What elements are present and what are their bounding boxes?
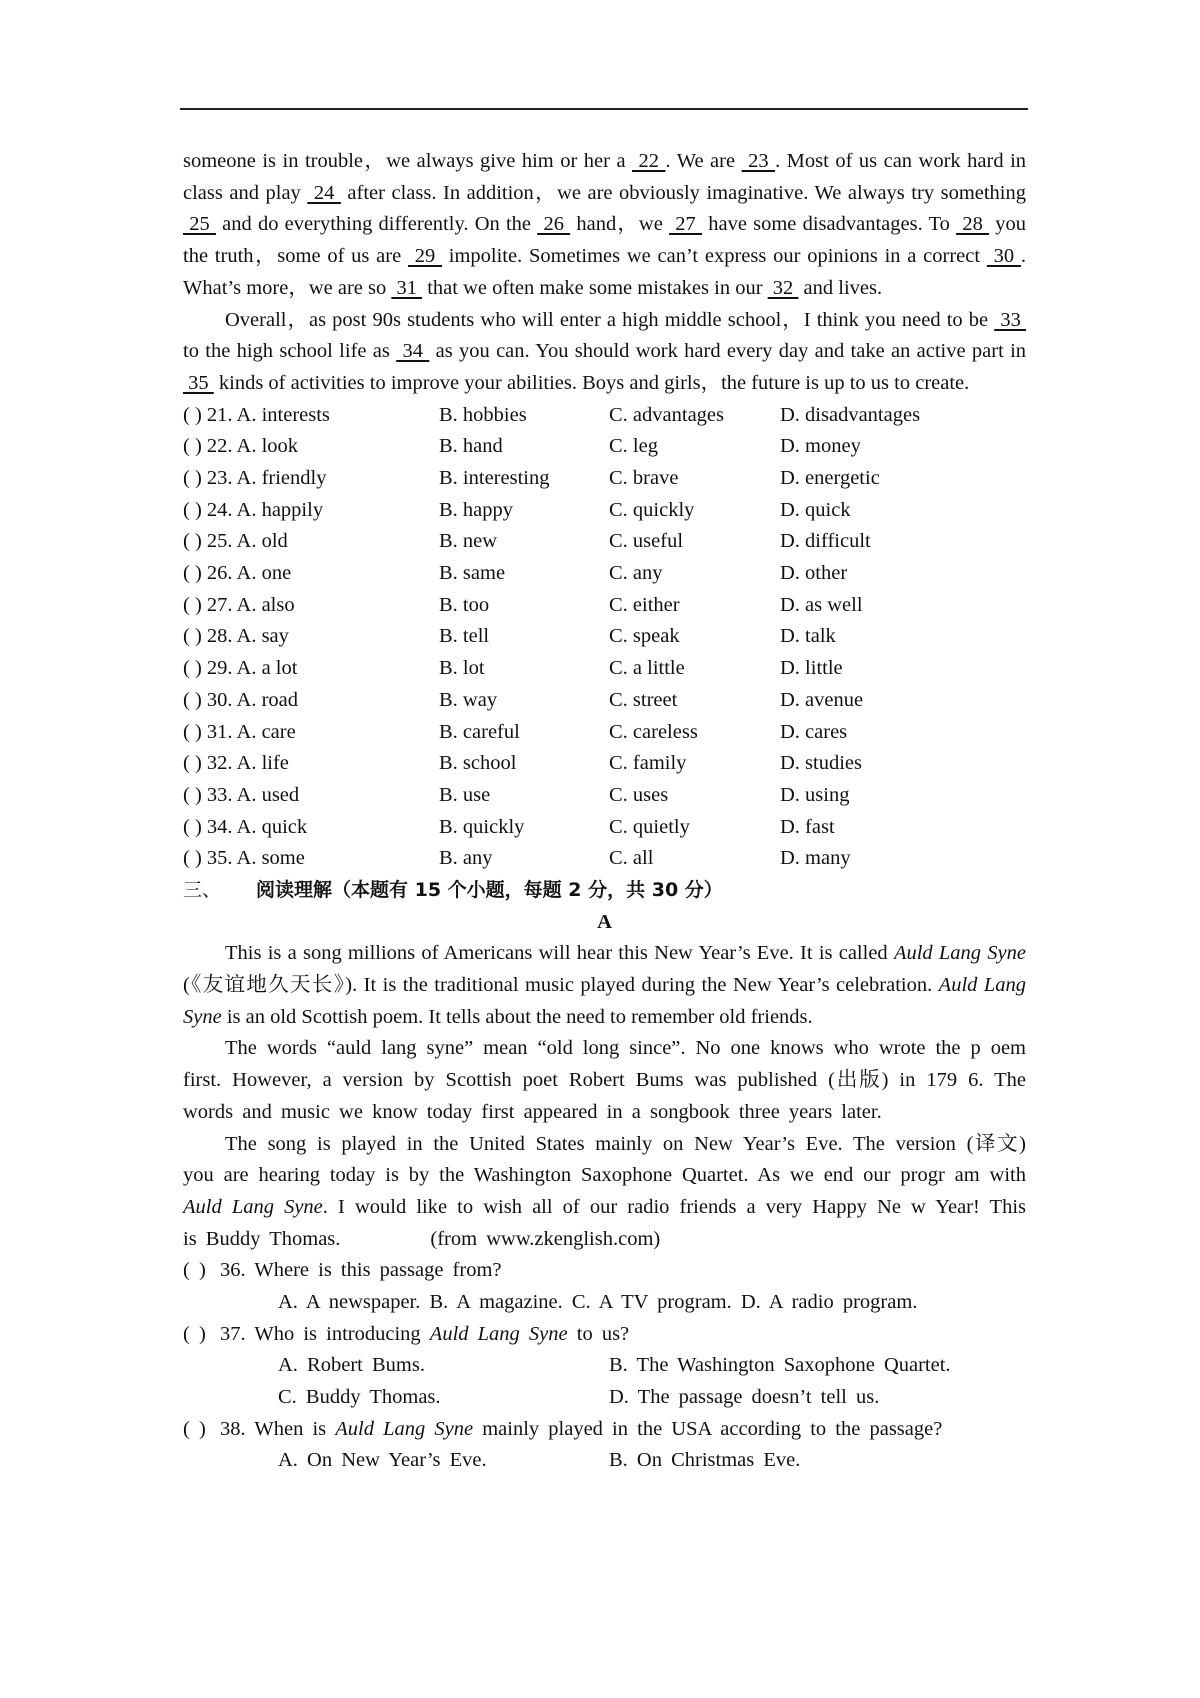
list-item: ( ) 23. A. friendly B. interesting C. brave D. energetic [183,467,880,489]
reading-paragraph-3: The song is played in the United States mainly on New Year’s Eve. The version (译文) you are hearing today is by the Washington Saxophone Quartet. As we end our progr am with Auld Lang Syne. I would like to wish all of our radio friends a very Happy Ne w Year! This is Buddy Thomas. (from www.zkenglish.com) [183,1132,1027,1250]
blank-22: 22 [632,150,666,172]
question-38-options-ab: A. On New Year’s Eve. B. On Christmas Eve. [278,1449,801,1472]
reading-paragraph-1: This is a song millions of Americans will hear this New Year’s Eve. It is called Auld Lang Syne (《友谊地久天长》). It is the traditional music played during the New Year’s celebration. Auld Lang Syne is an old Scottish poem. It tells about the need to remember old friends. [183,942,1026,1028]
list-item: ( ) 32. A. life B. school C. family D. studies [183,752,862,775]
list-item: ( ) 30. A. road B. way C. street D. avenue [183,688,864,711]
list-item: ( ) 24. A. happily B. happy C. quickly D. quick [183,498,851,521]
reading-paragraph-2: The words “auld lang syne” mean “old long since”. No one knows who wrote the p oem first. However, a version by Scottish poet Robert Bums was published (出版) in 179 6. The words and music we know today first appeared in a songbook three years later. [183,1037,1026,1123]
source-note: (from www.zkenglish.com) [430,1227,661,1250]
blank-25: 25 [183,213,216,236]
blank-29: 29 [407,245,442,268]
list-item: ( ) 25. A. old B. new C. useful D. difficult [183,530,871,553]
list-item: ( ) 22. A. look B. hand C. leg D. money [183,435,861,458]
list-item: ( ) 28. A. say B. tell C. speak D. talk [183,625,836,648]
cloze-options-list [183,400,1026,875]
question-37: ( ) 37. Who is introducing Auld Lang Syne to us? [183,1322,630,1345]
cloze-passage-paragraph-2: Overall，as post 90s students who will enter a high middle school，I think you need to be 33 to the high school life as 34 as you can. You should work hard every day and take an active part in 35 kinds of activities to improve your abilities. Boys and girls，the future is up to us to create. [183,308,1027,394]
list-item: ( ) 31. A. care B. careful C. careless D. cares [183,720,848,743]
blank-31: 31 [391,276,423,299]
page-content [183,146,1026,1477]
header-rule [180,108,1028,110]
blank-26: 26 [537,213,571,236]
blank-28: 28 [956,213,990,236]
blank-33: 33 [994,308,1026,331]
list-item: ( ) 33. A. used B. use C. uses D. using [183,783,850,806]
blank-35: 35 [183,371,214,394]
question-36-options: A. A newspaper. B. A magazine. C. A TV program. D. A radio program. [278,1291,918,1314]
list-item: ( ) 27. A. also B. too C. either D. as well [183,593,863,616]
part-label: A [597,910,612,933]
blank-27: 27 [669,213,702,236]
list-item: ( ) 26. A. one B. same C. any D. other [183,562,848,585]
blank-32: 32 [767,276,799,299]
question-38: ( ) 38. When is Auld Lang Syne mainly played in the USA according to the passage? [183,1417,943,1440]
blank-34: 34 [396,340,430,363]
list-item: ( ) 21. A. interests B. hobbies C. advantages D. disadvantages [183,403,921,426]
question-37-options-ab: A. Robert Bums. B. The Washington Saxophone Quartet. [278,1354,951,1377]
question-37-options-cd: C. Buddy Thomas. D. The passage doesn’t tell us. [278,1386,880,1409]
question-36: ( ) 36. Where is this passage from? [183,1259,502,1282]
list-item: ( ) 34. A. quick B. quickly C. quietly D. fast [183,815,835,838]
blank-24: 24 [307,181,341,204]
list-item: ( ) 35. A. some B. any C. all D. many [183,847,851,870]
blank-30: 30 [986,245,1021,268]
cloze-passage-paragraph-1: someone is in trouble，we always give him or her a 22 . We are 23 . Most of us can work hard in class and play 24 after class. In addition，we are obviously imaginative. We always try something 25 and do everything differently. On the 26 hand，we 27 have some disadvantages. To 28 you the truth，some of us are 29 impolite. Sometimes we can’t express our opinions in a correct 30 . What’s more，we are so 31 that we often make some mistakes in our 32 and lives. [183,150,1027,299]
blank-23: 23 [741,150,776,172]
section-heading: 三、 阅读理解（本题有 15 个小题，每题 2 分，共 30 分） [183,878,723,901]
list-item: ( ) 29. A. a lot B. lot C. a little D. little [183,657,843,680]
